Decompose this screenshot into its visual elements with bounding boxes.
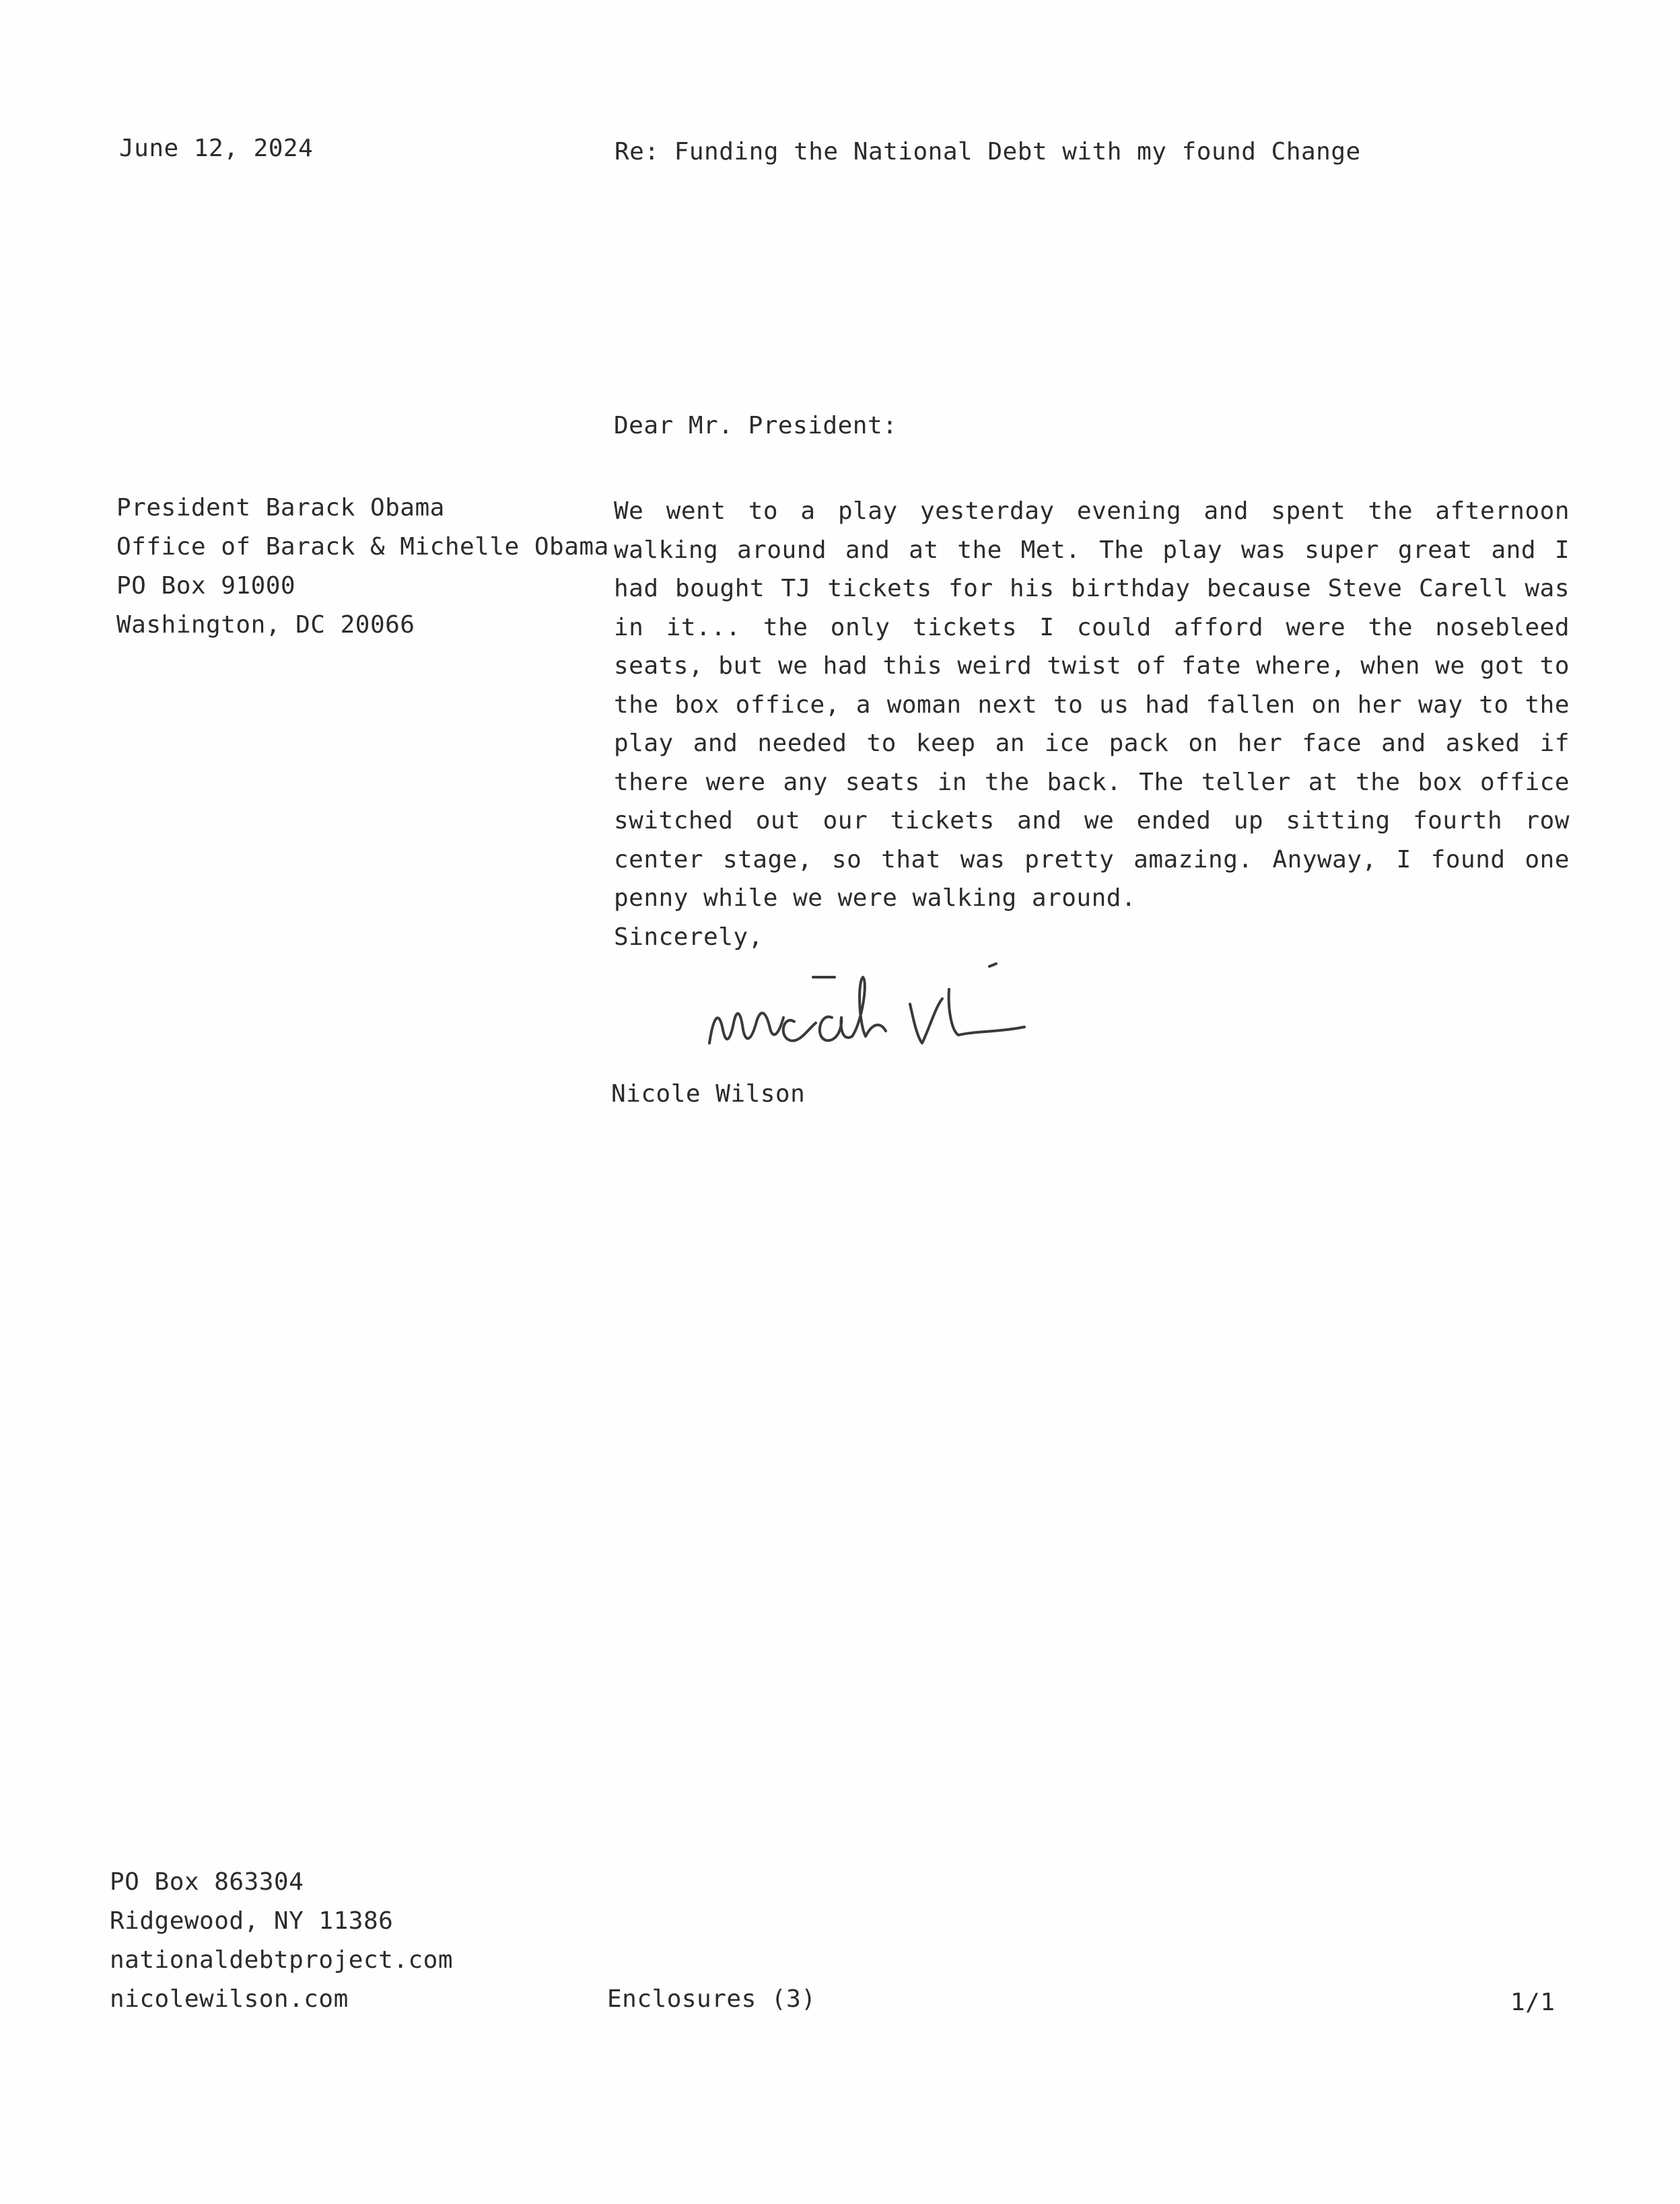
enclosures-note: Enclosures (3) bbox=[607, 1985, 816, 2013]
handwritten-signature bbox=[700, 942, 1050, 1070]
sender-line: nicolewilson.com bbox=[110, 1985, 349, 2013]
salutation: Dear Mr. President: bbox=[614, 412, 898, 439]
page-number: 1/1 bbox=[1510, 1989, 1555, 2016]
sender-line: PO Box 863304 bbox=[110, 1868, 304, 1896]
letter-date: June 12, 2024 bbox=[119, 135, 314, 162]
recipient-line: Washington, DC 20066 bbox=[116, 611, 415, 639]
recipient-line: President Barack Obama bbox=[116, 494, 445, 522]
signature-name: Nicole Wilson bbox=[611, 1080, 806, 1108]
recipient-line: PO Box 91000 bbox=[116, 572, 296, 600]
sender-line: nationaldebtproject.com bbox=[110, 1946, 453, 1974]
letter-body: We went to a play yesterday evening and spent the afternoon walking around and at the Met. The play was super great and I had bought TJ tickets for his birthday because Steve Carell was in it... the only tickets I could afford were the nosebleed seats, but we had this weird twist of fate where, when we got to the box office, a woman next to us had fallen on her way to the play and needed to keep an ice pack on her face and asked if there were any seats in the back. The teller at the box office switched out our tickets and we ended up sitting fourth row center stage, so that was pretty amazing. Anyway, I found one penny while we were walking around. bbox=[614, 497, 1570, 912]
sender-address bbox=[110, 1863, 453, 2019]
sender-line: Ridgewood, NY 11386 bbox=[110, 1907, 394, 1935]
letter-subject: Re: Funding the National Debt with my found Change bbox=[615, 138, 1361, 166]
recipient-line: Office of Barack & Michelle Obama bbox=[116, 533, 609, 561]
closing: Sincerely, bbox=[614, 923, 763, 951]
recipient-address bbox=[116, 489, 609, 645]
